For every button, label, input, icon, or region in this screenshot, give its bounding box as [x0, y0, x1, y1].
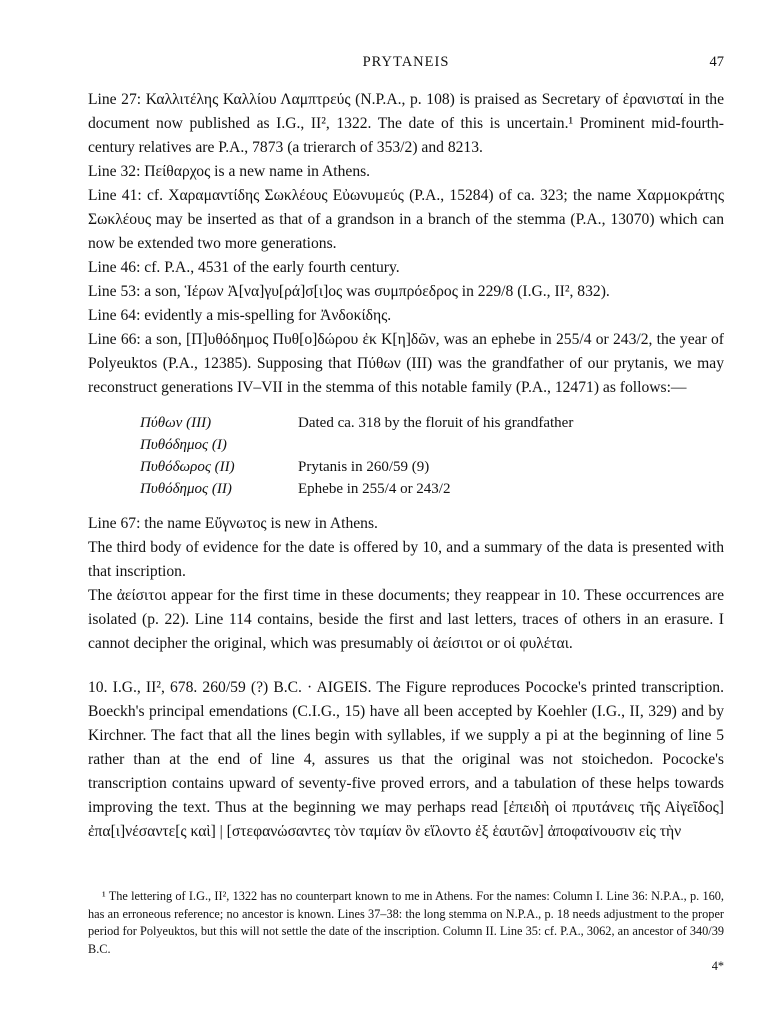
paragraph-third-evidence: The third body of evidence for the date is offered by 10, and a summary of the data is presented with that inscription. [88, 539, 724, 580]
running-header [88, 50, 724, 76]
footnote-1: ¹ The lettering of I.G., II², 1322 has no counterpart known to me in Athens. For the names: Column I. Line 36: N.P.A., p. 160, has an erroneous reference; no ancestor is known. Lines 37–38: the long stemma on N.P.A., p. 18 needs adjustment to the proper period for Polyeuktos, but this will not settle the date of the inscription. Column II. Line 35: cf. P.A., 3062, an ancestor of 340/39 B.C. [88, 889, 724, 956]
paragraph-line-46: Line 46: cf. P.A., 4531 of the early fourth century. [88, 259, 400, 276]
paragraph-line-67: Line 67: the name Εὔγνωτος is new in Athens. [88, 515, 378, 532]
paragraph-aeisitoi: The ἀείσιτοι appear for the first time in these documents; they reappear in 10. These occurrences are isolated (p. 22). Line 114 contains, beside the first and last letters, traces of others in an erasure. I cannot decipher the original, which was presumably οἱ ἀείσιτοι or οἱ φυλέται. [88, 587, 724, 652]
running-title: PRYTANEIS [362, 54, 450, 70]
page-body [88, 50, 724, 844]
pedigree-desc: Prytanis in 260/59 (9) [298, 459, 430, 475]
pedigree-name: Πυθόδημος (I) [140, 437, 227, 453]
paragraph-line-41: Line 41: cf. Χαραμαντίδης Σωκλέους Εὐωνυμεύς (P.A., 15284) of ca. 323; the name Χαρμοκράτης Σωκλέους may be inserted as that of a grandson in a branch of the stemma (P.A., 13070) which can now be extended two more generations. [88, 187, 724, 252]
pedigree-desc: Dated ca. 318 by the floruit of his grandfather [298, 415, 574, 431]
pedigree-name: Πυθόδημος (II) [140, 481, 232, 497]
page-number: 47 [709, 54, 724, 70]
pedigree-table [140, 412, 724, 500]
paragraph-line-64: Line 64: evidently a mis-spelling for Ἀνδοκίδης. [88, 307, 392, 324]
pedigree-desc: Ephebe in 255/4 or 243/2 [298, 481, 451, 497]
footnote-area [88, 888, 724, 976]
paragraph-line-66: Line 66: a son, [Π]υθόδημος Πυθ[ο]δώρου ἐκ Κ[η]δῶν, was an ephebe in 255/4 or 243/2, the year of Polyeuktos (P.A., 12385). Supposing that Πύθων (III) was the grandfather of our prytanis, we may reconstruct generations IV–VII in the stemma of this notable family (P.A., 12471) as follows:— [88, 331, 724, 396]
pedigree-name: Πύθων (III) [140, 415, 212, 431]
pedigree-row [140, 412, 724, 434]
pedigree-row [140, 456, 724, 478]
entry-10: 10. I.G., II², 678. 260/59 (?) B.C. · AIGEIS. The Figure reproduces Pococke's printed transcription. Boeckh's principal emendations (C.I.G., 15) have all been accepted by Koehler (I.G., II, 329) and by Kirchner. The fact that all the lines begin with syllables, if we supply a pi at the beginning of line 5 rather than at the end of line 4, assures us that the original was not stoichedon. Pococke's transcription contains upward of seventy-five proved errors, and a tabulation of these helps towards improving the text. Thus at the beginning we may perhaps read [ἐπειδὴ οἱ πρυτάνεις τῆς Αἰγεῖδος] ἐπα[ι]νέσαντε[ς καὶ] | [στεφανώσαντες τὸν ταμίαν ὃν εἵλοντο ἐξ ἑαυτῶν] ἀποφαίνουσιν εἰς τὴν [88, 679, 724, 840]
paragraph-line-53: Line 53: a son, Ἱέρων Ἀ[να]γυ[ρά]σ[ι]ος was συμπρόεδρος in 229/8 (I.G., II², 832). [88, 283, 610, 300]
pedigree-row [140, 434, 724, 456]
paragraph-line-27: Line 27: Καλλιτέλης Καλλίου Λαμπτρεύς (N.P.A., p. 108) is praised as Secretary of ἐρανισταί in the document now published as I.G., II², 1322. The date of this is uncertain.¹ Prominent mid-fourth-century relatives are P.A., 7873 (a trierarch of 353/2) and 8213. [88, 91, 724, 156]
pedigree-name: Πυθόδωρος (II) [140, 459, 235, 475]
signature-mark: 4* [711, 959, 724, 973]
section-gap [88, 656, 724, 676]
paragraph-line-32: Line 32: Πείθαρχος is a new name in Athens. [88, 163, 371, 180]
pedigree-row [140, 478, 724, 500]
